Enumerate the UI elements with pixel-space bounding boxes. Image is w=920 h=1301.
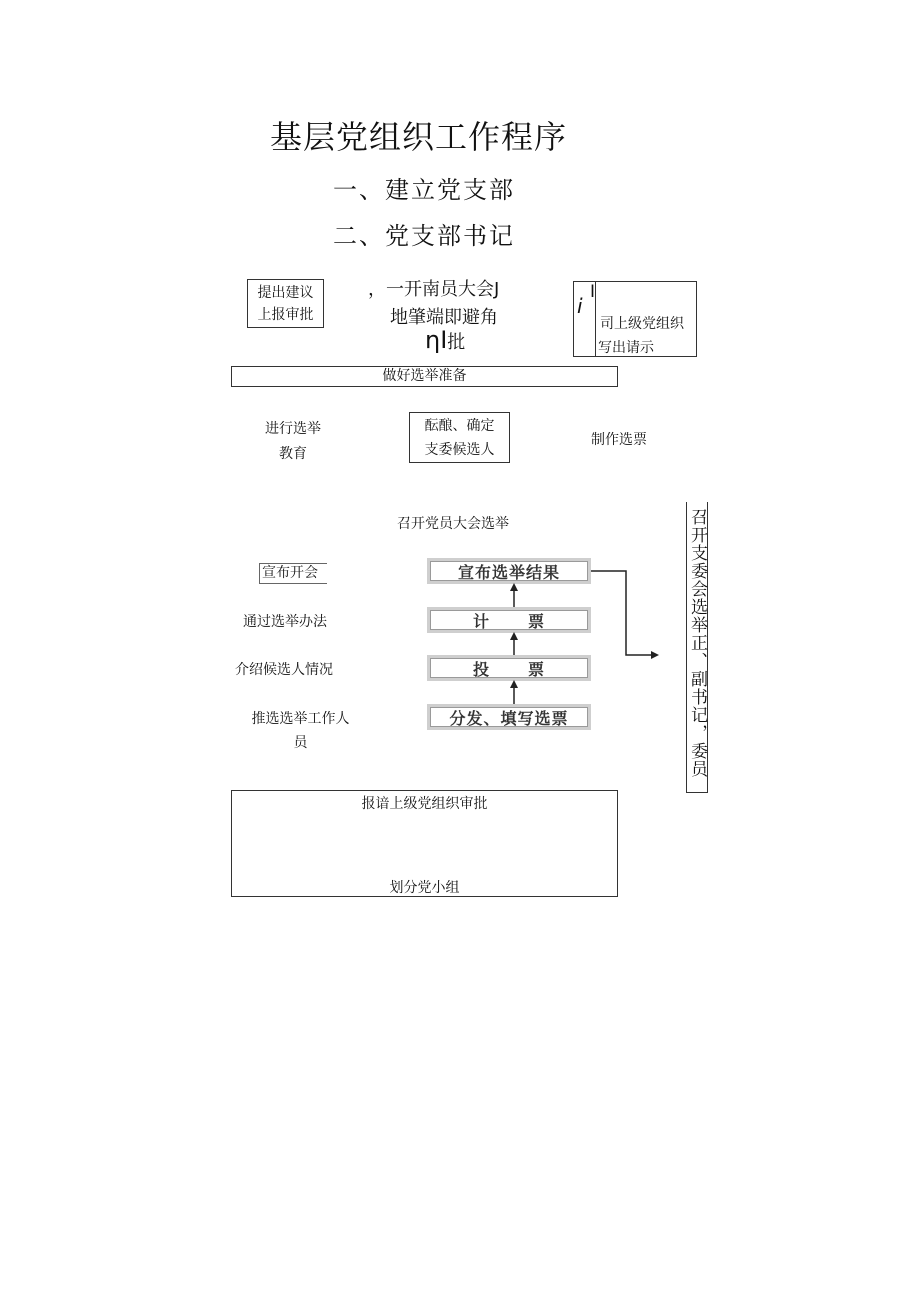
request-line2: 写出请示 [598,340,654,356]
education-line2: 教育 [279,446,307,462]
request-line1: 司上级党组织 [600,316,684,332]
propose-line2: 上报审批 [257,307,314,323]
ballots-text: 制作选票 [591,432,647,448]
candidates-line1: 酝酿、确定 [424,418,495,434]
introduce-text: 介绍候选人情况 [235,662,333,678]
prepare-bar: 做好选举准备 [231,366,618,387]
request-mark-bar: I [590,282,596,302]
pass-method-text: 通过选举办法 [243,614,327,630]
section-heading-one: 一、建立党支部 [333,176,515,204]
meeting-line3-text: 批 [447,332,466,353]
meeting-line3-mark: ηI [425,326,448,354]
congress-title: 召开党员大会选举 [397,516,509,532]
bottom-box-top: 报谙上级党组织审批 [361,796,488,812]
request-mark-i: i [577,294,583,318]
flow-distribute-box: 分发、填写选票 [427,704,591,730]
elect-staff-line1: 推选选举工作人 [251,711,350,727]
flow-count-a: 计 [472,611,490,631]
side-box-text: 召开支委会选举正、副书记，委员 [687,508,707,778]
side-box [686,502,708,793]
bottom-box [231,790,618,897]
meeting-line1: ，一开南员大会J [368,279,500,300]
announce-open-box: 宣布开会 [259,563,327,584]
candidates-line2: 支委候选人 [424,442,495,458]
section-heading-two: 二、党支部书记 [333,222,515,250]
arrow-result-to-side [591,571,655,655]
flow-vote-a: 投 [472,659,490,679]
page-title: 基层党组织工作程序 [270,118,568,156]
propose-line1: 提出建议 [257,285,314,301]
education-line1: 进行选举 [265,421,321,437]
flow-vote-b: 票 [527,659,545,679]
meeting-line2: 地肇端即避角 [390,307,498,328]
flow-count-b: 票 [527,611,545,631]
flow-result-box: 宣布选举结果 [427,558,591,584]
bottom-box-bottom: 划分党小组 [389,880,460,896]
elect-staff-line2: 员 [293,735,308,751]
